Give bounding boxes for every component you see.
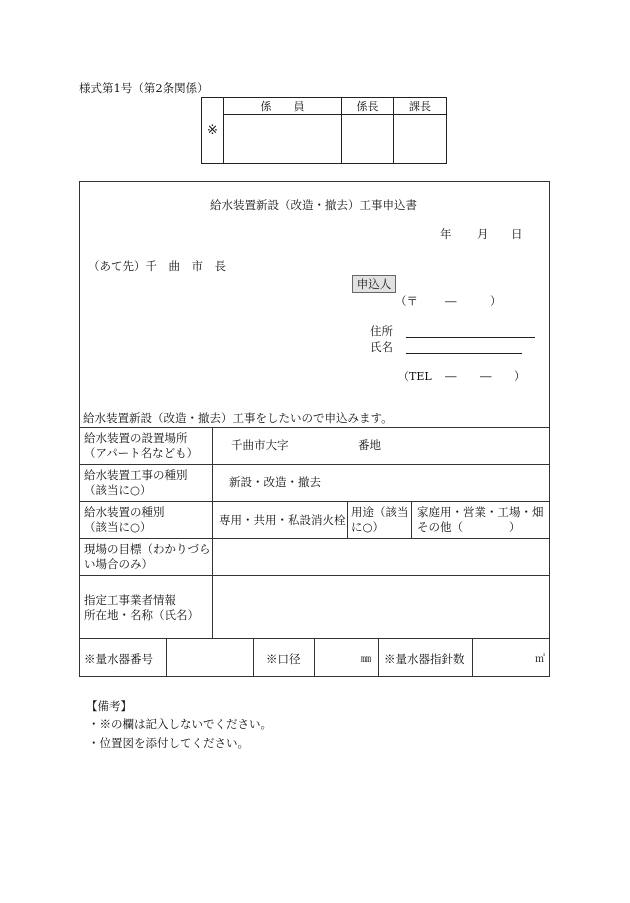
addressee: （あて先）千 曲 市 長	[88, 259, 226, 273]
stamp-cell-manager[interactable]	[394, 115, 447, 164]
column-divider	[253, 638, 254, 677]
applicant-label: 申込人	[352, 275, 396, 293]
notes-heading: 【備考】	[86, 699, 132, 713]
note-item: ・※の欄は記入しないでください。	[88, 717, 272, 731]
landmark-field[interactable]	[213, 539, 549, 575]
contractor-field[interactable]	[213, 576, 549, 638]
date-year-label: 年	[440, 227, 452, 241]
divider	[79, 501, 550, 502]
stamp-cell-chief[interactable]	[342, 115, 394, 164]
location-label-line1: 給水装置の設置場所	[84, 431, 188, 445]
tel-close: ）	[514, 369, 526, 383]
address-label: 住所	[370, 324, 393, 338]
use-label-line2: に○）	[351, 520, 385, 534]
use-options-line2[interactable]: その他（ ）	[417, 520, 521, 534]
column-divider	[314, 638, 315, 677]
name-label: 氏名	[370, 340, 393, 354]
bore-unit: ㎜	[361, 654, 371, 665]
column-divider	[472, 638, 473, 677]
landmark-label-line2: い場合のみ）	[84, 557, 153, 571]
stamp-cell-staff[interactable]	[224, 115, 342, 164]
column-divider	[378, 638, 379, 677]
work-type-label-line2: （該当に○）	[84, 483, 152, 497]
form-title: 給水装置新設（改造・撤去）工事申込書	[210, 198, 417, 212]
form-number: 様式第1号（第2条関係）	[79, 81, 209, 95]
contractor-label-line1: 指定工事業者情報	[84, 593, 176, 607]
column-divider	[411, 501, 412, 538]
meter-reading-label: ※量水器指針数	[384, 652, 465, 666]
stamp-header-staff: 係 員	[224, 98, 342, 115]
tel-dash-1: ―	[445, 369, 457, 383]
date-month-label: 月	[477, 227, 489, 241]
approval-stamp-table	[201, 97, 447, 164]
landmark-label-line1: 現場の目標（わかりづら	[84, 542, 211, 556]
divider	[79, 464, 550, 465]
stamp-mark: ※	[202, 98, 224, 164]
bore-label: ※口径	[266, 652, 301, 666]
meter-reading-unit: ㎥	[535, 654, 545, 665]
use-label-line1: 用途（該当	[351, 505, 409, 519]
note-item: ・位置図を添付してください。	[88, 736, 249, 750]
location-banchi: 番地	[358, 438, 381, 452]
work-type-options[interactable]: 新設・改造・撤去	[229, 475, 321, 489]
name-line[interactable]	[406, 353, 522, 354]
postal-close: ）	[490, 294, 502, 308]
meter-number-label: ※量水器番号	[84, 652, 153, 666]
application-statement: 給水装置新設（改造・撤去）工事をしたいので申込みます。	[83, 411, 393, 425]
work-type-label-line1: 給水装置工事の種別	[84, 468, 188, 482]
postal-open: （〒	[395, 294, 418, 308]
meter-number-field[interactable]	[167, 639, 253, 677]
device-type-label-line1: 給水装置の種別	[84, 505, 165, 519]
use-options-line1[interactable]: 家庭用・営業・工場・畑	[417, 505, 544, 519]
location-label-line2: （アパート名なども）	[84, 446, 199, 460]
device-type-label-line2: （該当に○）	[84, 520, 152, 534]
address-line[interactable]	[406, 337, 535, 338]
divider	[79, 427, 550, 428]
tel-open: （TEL	[398, 370, 432, 383]
column-divider	[347, 501, 348, 538]
postal-dash: ―	[445, 294, 457, 308]
location-city: 千曲市大字	[231, 438, 289, 452]
date-day-label: 日	[511, 227, 523, 241]
tel-dash-2: ―	[480, 369, 492, 383]
stamp-header-manager: 課長	[394, 98, 447, 115]
device-type-options[interactable]: 専用・共用・私設消火栓	[219, 513, 346, 527]
stamp-header-chief: 係長	[342, 98, 394, 115]
contractor-label-line2: 所在地・名称（氏名）	[84, 608, 199, 622]
